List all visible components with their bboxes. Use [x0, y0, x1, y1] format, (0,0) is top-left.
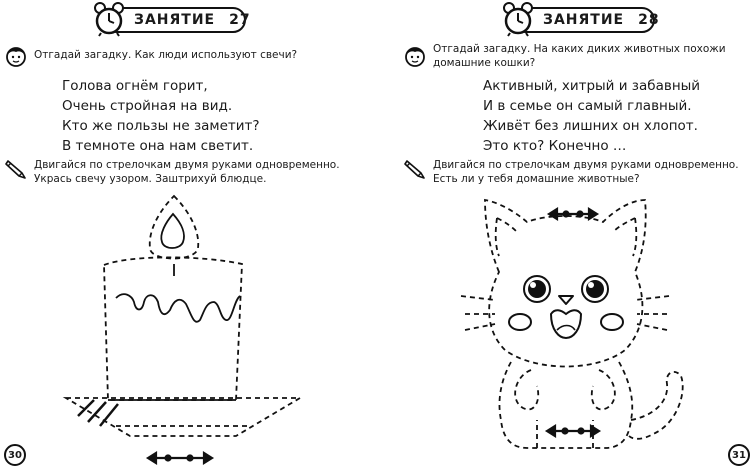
task-line: Двигайся по стрелочкам двумя руками одновременно.: [433, 159, 739, 171]
task-line: Укрась свечу узором. Заштрихуй блюдце.: [34, 173, 267, 185]
candle-body-outline: [104, 257, 242, 400]
lesson-number: 27: [229, 12, 251, 28]
cat-arm-left: [515, 370, 538, 409]
inner-flame: [161, 214, 184, 248]
poem-line: Очень стройная на вид.: [62, 98, 233, 114]
right-page: [377, 0, 754, 470]
cat-tail: [629, 372, 683, 439]
task-line: Есть ли у тебя домашние животные?: [433, 173, 640, 185]
riddle-line: домашние кошки?: [433, 57, 536, 69]
cat-body-outline: [499, 362, 632, 448]
cat-drawing: [377, 0, 754, 470]
page-number: 30: [4, 444, 26, 466]
double-arrow-icon: [547, 426, 599, 436]
wax-drips: [116, 294, 240, 322]
riddle-instruction: Отгадай загадку. Как люди используют свечи?: [34, 49, 298, 61]
poem-line: Активный, хитрый и забавный: [483, 78, 701, 94]
cat-ear-left: [496, 218, 517, 256]
task-line: Двигайся по стрелочкам двумя руками одновременно.: [34, 159, 340, 171]
poem-line: Кто же пользы не заметит?: [62, 118, 260, 134]
lesson-label: ЗАНЯТИЕ: [543, 12, 625, 28]
double-arrow-icon: [549, 209, 597, 219]
saucer-outline: [66, 398, 300, 436]
poem-line: Живёт без лишних он хлопот.: [483, 118, 698, 134]
riddle-line: Отгадай загадку. На каких диких животных похожи: [433, 43, 726, 55]
page-number: 31: [728, 444, 750, 466]
poem-line: Голова огнём горит,: [62, 78, 208, 94]
cat-ear-right: [613, 218, 636, 256]
cat-mouth: [551, 310, 581, 338]
poem-line: В темноте она нам светит.: [62, 138, 254, 154]
lesson-number: 28: [638, 12, 660, 28]
flame-outline: [150, 196, 199, 259]
cat-arm-right: [592, 370, 615, 409]
poem-line: Это кто? Конечно …: [483, 138, 627, 154]
lesson-label: ЗАНЯТИЕ: [134, 12, 216, 28]
double-arrow-icon: [148, 453, 212, 463]
poem-line: И в семье он самый главный.: [483, 98, 692, 114]
cat-nose: [559, 296, 573, 304]
